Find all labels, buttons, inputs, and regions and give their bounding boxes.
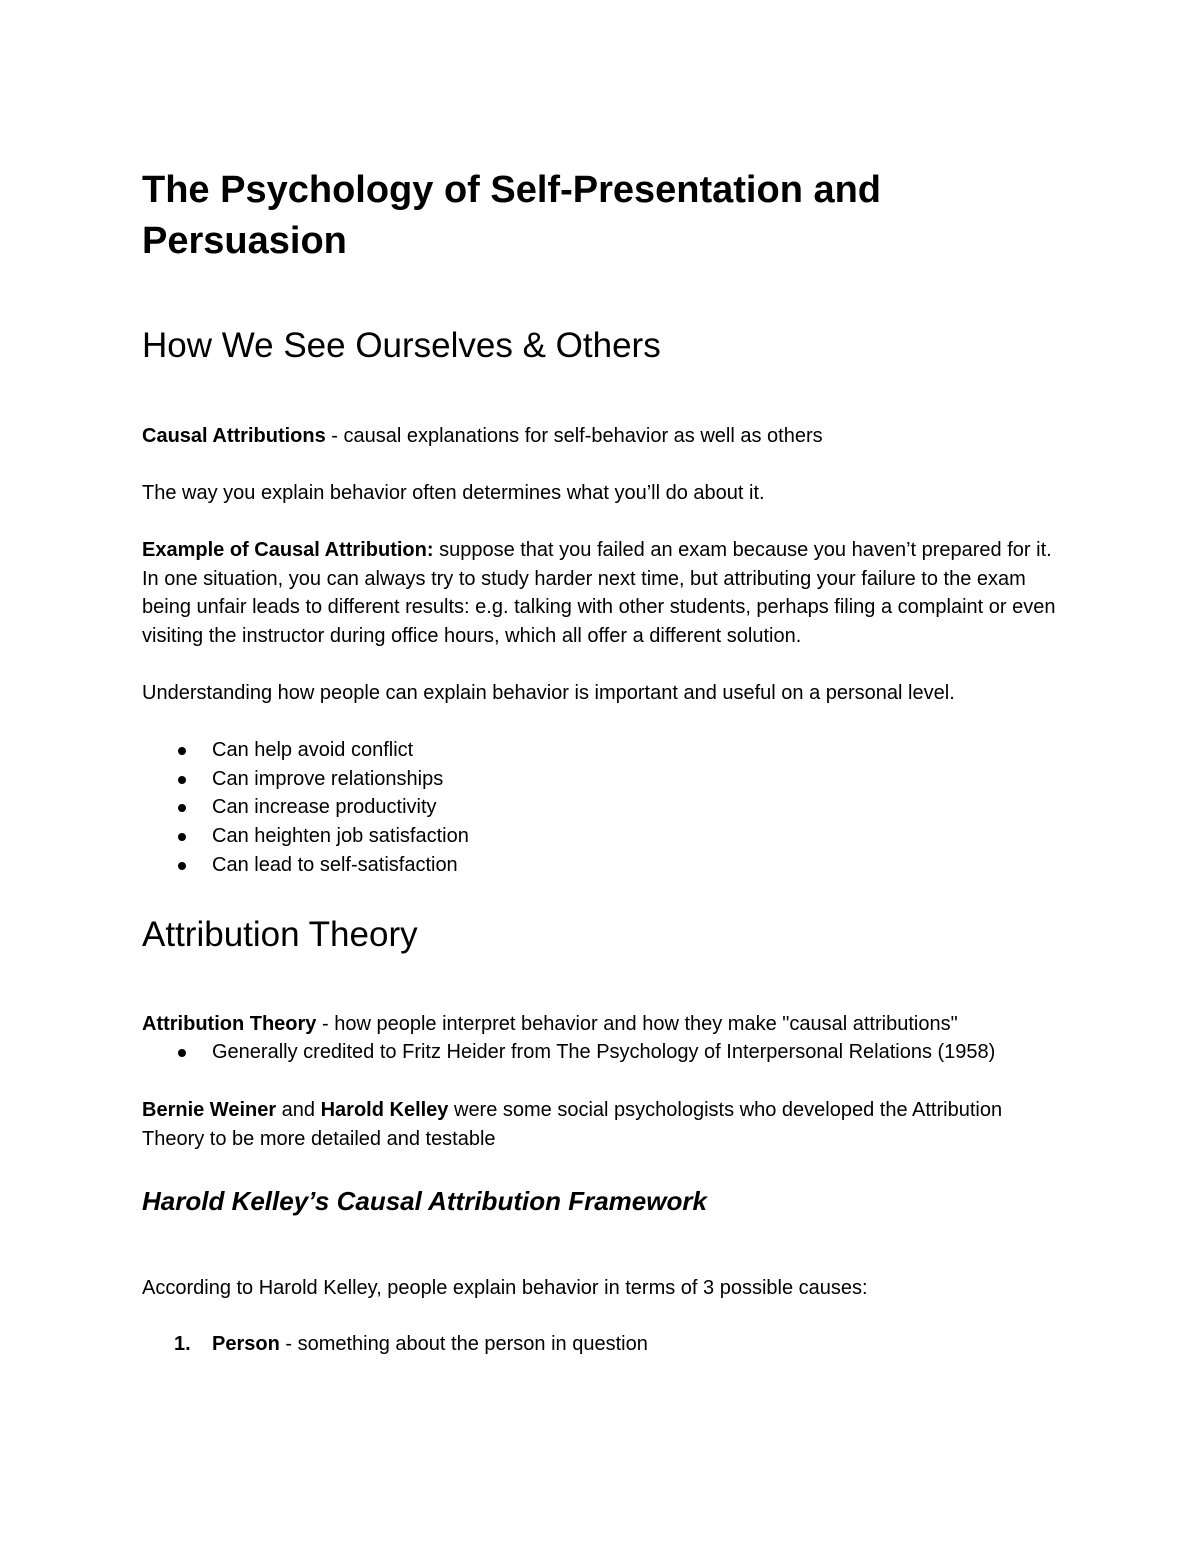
attribution-theory-definition: - how people interpret behavior and how they make "causal attributions" bbox=[316, 1013, 958, 1035]
list-item bbox=[142, 1038, 1062, 1067]
section-heading-attribution-theory: Attribution Theory bbox=[142, 915, 418, 954]
causes-list bbox=[142, 1330, 1062, 1359]
list-item-text: Can heighten job satisfaction bbox=[212, 825, 469, 848]
list-item bbox=[142, 1330, 1062, 1359]
bullet-icon bbox=[178, 776, 186, 784]
kelley-name: Harold Kelley bbox=[320, 1099, 449, 1121]
list-item-text: Can improve relationships bbox=[212, 767, 444, 790]
list-item-text: Can increase productivity bbox=[212, 796, 437, 819]
attribution-theory-term: Attribution Theory bbox=[142, 1013, 317, 1035]
causal-attributions-term: Causal Attributions bbox=[142, 425, 326, 447]
benefits-list bbox=[142, 736, 1062, 880]
bullet-icon bbox=[178, 1049, 186, 1057]
attribution-theory-paragraph bbox=[142, 1010, 1062, 1039]
weiner-kelley-text: were some social psychologists who developed the Attribution Theory to be more detailed and testable bbox=[142, 1099, 1003, 1150]
example-paragraph bbox=[142, 536, 1062, 650]
list-item bbox=[142, 822, 1062, 851]
cause-term: Person bbox=[212, 1333, 280, 1355]
cause-definition: - something about the person in question bbox=[279, 1333, 648, 1355]
list-item-text: Can help avoid conflict bbox=[212, 739, 414, 761]
list-item-text: Can lead to self-satisfaction bbox=[212, 853, 458, 876]
section-heading-how-we-see: How We See Ourselves & Others bbox=[142, 326, 661, 365]
bullet-icon bbox=[178, 747, 186, 755]
way-you-explain-paragraph: The way you explain behavior often determines what you’ll do about it. bbox=[142, 482, 765, 504]
example-text: suppose that you failed an exam because you haven’t prepared for it. In one situation, you can always try to study harder next time, but attributing your failure to the exam being unfair leads to different results: e.g. talking with other students, perhaps filing a complaint or even visiting the instructor during office hours, which all offer a different solution. bbox=[142, 539, 1056, 647]
bullet-icon bbox=[178, 862, 186, 870]
causal-attributions-paragraph bbox=[142, 422, 1062, 451]
weiner-name: Bernie Weiner bbox=[142, 1099, 277, 1121]
bullet-icon bbox=[178, 833, 186, 841]
weiner-kelley-paragraph bbox=[142, 1096, 1062, 1153]
list-item bbox=[142, 736, 1062, 765]
bullet-icon bbox=[178, 804, 186, 812]
list-number: 1. bbox=[174, 1333, 191, 1355]
heider-list bbox=[142, 1038, 1062, 1067]
list-item-text: Generally credited to Fritz Heider from The Psychology of Interpersonal Relations (1958) bbox=[212, 1041, 996, 1063]
kelley-intro-paragraph: According to Harold Kelley, people explain behavior in terms of 3 possible causes: bbox=[142, 1277, 868, 1299]
example-term: Example of Causal Attribution: bbox=[142, 539, 434, 561]
and-text: and bbox=[276, 1099, 321, 1121]
causal-attributions-definition: - causal explanations for self-behavior as well as others bbox=[325, 425, 823, 447]
list-item bbox=[142, 765, 1062, 794]
list-item bbox=[142, 851, 1062, 880]
understanding-paragraph: Understanding how people can explain behavior is important and useful on a personal level. bbox=[142, 682, 955, 704]
document-title: The Psychology of Self-Presentation and Persuasion bbox=[142, 169, 882, 262]
section-heading-kelley-framework: Harold Kelley’s Causal Attribution Framework bbox=[142, 1186, 707, 1216]
list-item bbox=[142, 793, 1062, 822]
